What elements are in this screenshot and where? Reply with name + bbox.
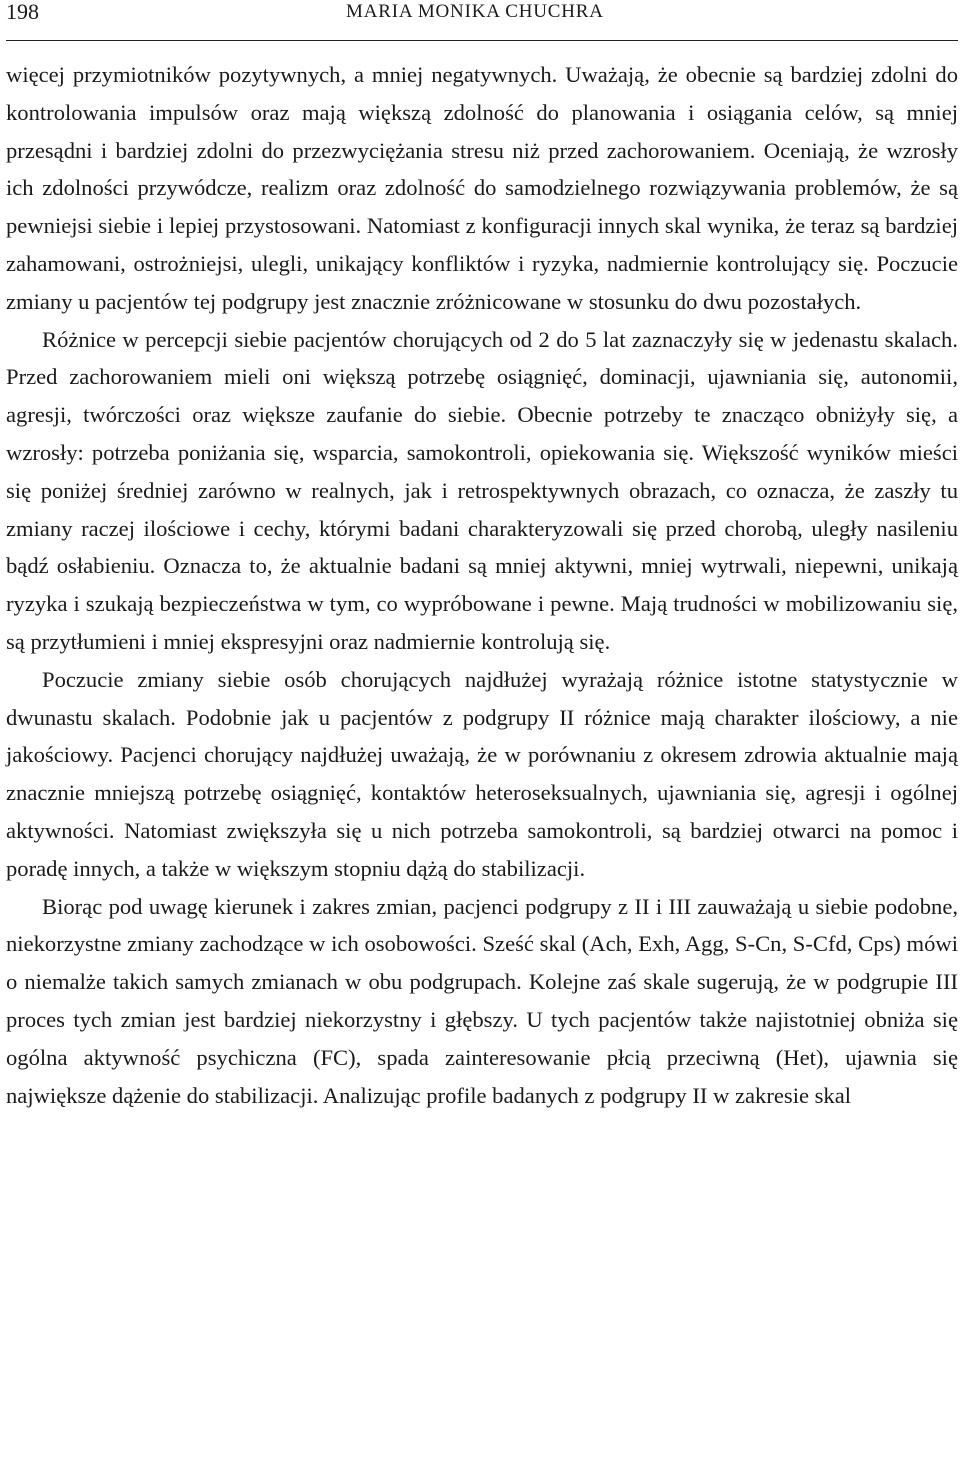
paragraph: Biorąc pod uwagę kierunek i zakres zmian, pacjenci podgrupy z II i III zauważają u siebie podobne, niekorzystne zmiany zachodzące w ich osobowości. Sześć skal (Ach, Exh, Agg, S-Cn, S-Cfd, Cps) mówi o niemalże takich samych zmianach w obu podgrupach. Kolejne zaś skale sugerują, że w podgrupie III proces tych zmian jest bardziej niekorzystny i głębszy. U tych pacjentów także najistotniej obniża się ogólna aktywność psychiczna (FC), spada zainteresowanie płcią przeciwną (Het), ujawnia się największe dążenie do stabilizacji. Analizując profile badanych z podgrupy II w zakresie skal <box>6 893 958 1108</box>
running-header <box>6 0 958 41</box>
paragraph: więcej przymiotników pozytywnych, a mniej negatywnych. Uważają, że obecnie są bardziej zdolni do kontrolowania impulsów oraz mają większą zdolność do planowania i osiągania celów, są mniej przesądni i bardziej zdolni do przezwyciężania stresu niż przed zachorowaniem. Oceniają, że wzrosły ich zdolności przywódcze, realizm oraz zdolność do samodzielnego rozwiązywania problemów, że są pewniejsi siebie i lepiej przystosowani. Natomiast z konfiguracji innych skal wynika, że teraz są bardziej zahamowani, ostrożniejsi, ulegli, unikający konfliktów i ryzyka, nadmiernie kontrolujący się. Poczucie zmiany u pacjentów tej podgrupy jest znacznie zróżnicowane w stosunku do dwu pozostałych. <box>6 62 958 314</box>
paragraph: Różnice w percepcji siebie pacjentów chorujących od 2 do 5 lat zaznaczyły się w jedenastu skalach. Przed zachorowaniem mieli oni większą potrzebę osiągnięć, dominacji, ujawniania się, autonomii, agresji, twórczości oraz większe zaufanie do siebie. Obecnie potrzeby te znacząco obniżyły się, a wzrosły: potrzeba poniżania się, wsparcia, samokontroli, opiekowania się. Większość wyników mieści się poniżej średniej zarówno w realnych, jak i retrospektywnych obrazach, co oznacza, że zaszły tu zmiany raczej ilościowe i cechy, którymi badani charakteryzowali się przed chorobą, uległy nasileniu bądź osłabieniu. Oznacza to, że aktualnie badani są mniej aktywni, mniej wytrwali, niepewni, unikają ryzyka i szukają bezpieczeństwa w tym, co wypróbowane i pewne. Mają trudności w mobilizowaniu się, są przytłumieni i mniej ekspresyjni oraz nadmiernie kontrolują się. <box>6 326 958 654</box>
running-head-author: MARIA MONIKA CHUCHRA <box>346 1 604 22</box>
body-text <box>6 56 958 1114</box>
paragraph: Poczucie zmiany siebie osób chorujących najdłużej wyrażają różnice istotne statystycznie w dwunastu skalach. Podobnie jak u pacjentów z podgrupy II różnice mają charakter ilościowy, a nie jakościowy. Pacjenci chorujący najdłużej uważają, że w porównaniu z okresem zdrowia aktualnie mają znacznie mniejszą potrzebę osiągnięć, kontaktów heteroseksualnych, ujawniania się, agresji i ogólnej aktywności. Natomiast zwiększyła się u nich potrzeba samokontroli, są bardziej otwarci na pomoc i poradę innych, a także w większym stopniu dążą do stabilizacji. <box>6 666 958 881</box>
page-number: 198 <box>6 0 39 24</box>
